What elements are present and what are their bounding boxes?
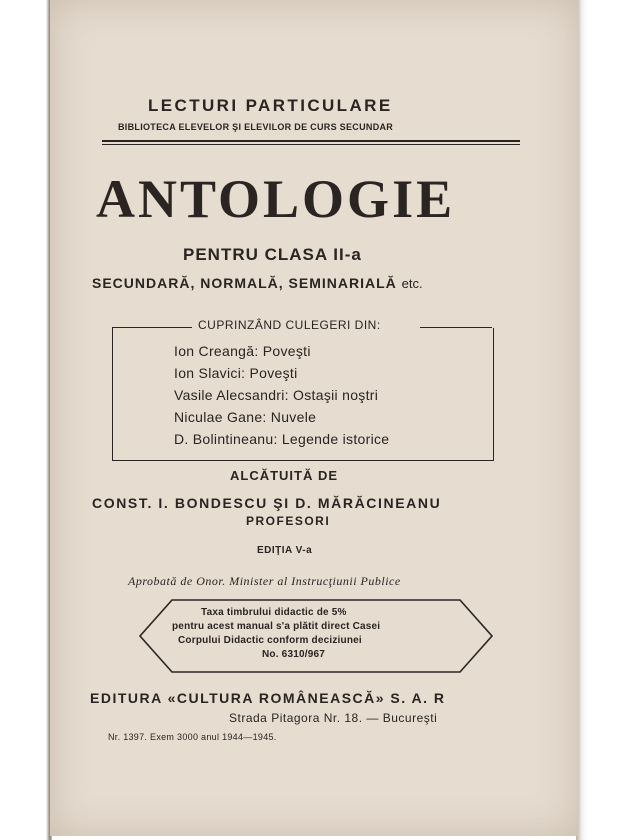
contents-item: Niculae Gane: Nuvele	[174, 409, 317, 425]
authors-role: PROFESORI	[246, 514, 331, 528]
series-title: LECTURI PARTICULARE	[148, 96, 393, 115]
school-types-suffix: etc.	[401, 276, 423, 291]
stamp-line: No. 6310/967	[262, 649, 325, 660]
book-spine-edge	[0, 0, 52, 840]
stamp-line: Taxa timbrului didactic de 5%	[201, 607, 347, 618]
compiled-by-label: ALCĂTUITĂ DE	[230, 468, 339, 483]
header-rule-bottom	[102, 144, 520, 145]
contents-heading: CUPRINZÂND CULEGERI DIN:	[198, 318, 381, 332]
class-line: PENTRU CLASA II-a	[183, 245, 362, 264]
publisher-address: Strada Pitagora Nr. 18. — Bucureşti	[229, 711, 438, 725]
print-info: Nr. 1397. Exem 3000 anul 1944—1945.	[108, 732, 277, 742]
contents-item: Ion Creangă: Poveşti	[174, 343, 311, 359]
school-types	[92, 275, 423, 291]
school-types-text: SECUNDARĂ, NORMALĂ, SEMINARIALĂ	[92, 275, 397, 291]
publisher-name: EDITURA «CULTURA ROMÂNEASCĂ» S. A. R	[90, 690, 446, 706]
authors-line: CONST. I. BONDESCU ŞI D. MĂRĂCINEANU	[92, 495, 442, 511]
contents-item: Ion Slavici: Poveşti	[174, 365, 298, 381]
stamp-line: Corpului Didactic conform deciziunei	[178, 635, 362, 646]
approval-note: Aprobată de Onor. Minister al Instrucţiunii Publice	[128, 574, 401, 588]
series-subtitle: BIBLIOTECA ELEVELOR ŞI ELEVILOR DE CURS SECUNDAR	[118, 122, 394, 132]
stamp-line: pentru acest manual s'a plătit direct Casei	[172, 621, 381, 632]
header-rule-top	[102, 140, 520, 142]
contents-item: Vasile Alecsandri: Ostaşii noştri	[174, 387, 379, 403]
book-title: ANTOLOGIE	[96, 169, 456, 229]
contents-item: D. Bolintineanu: Legende istorice	[174, 431, 390, 447]
edition-label: EDIŢIA V-a	[257, 545, 313, 556]
page-edge	[576, 0, 630, 840]
